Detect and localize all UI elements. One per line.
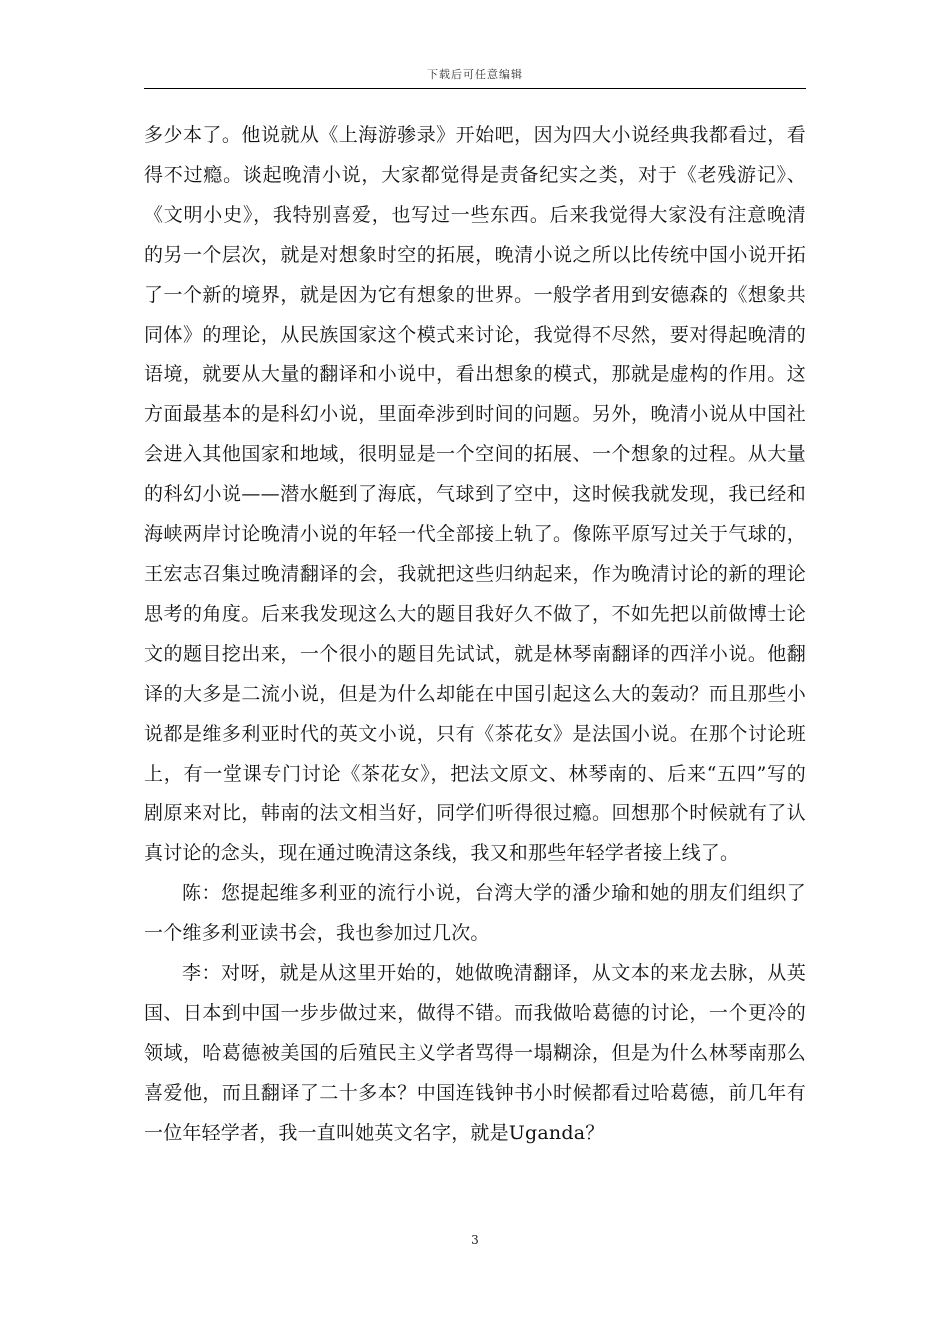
page-header: 下载后可任意编辑 <box>427 68 523 81</box>
paragraph-1: 多少本了。他说就从《上海游骖录》开始吧，因为四大小说经典我都看过，看得不过瘾。谈起晚清小说，大家都觉得是责备纪实之类，对于《老残游记》、《文明小史》，我特别喜爱，也写过一些东西。后来我觉得大家没有注意晚清的另一个层次，就是对想象时空的拓展，晚清小说之所以比传统中国小说开拓了一个新的境界，就是因为它有想象的世界。一般学者用到安德森的《想象共同体》的理论，从民族国家这个模式来讨论，我觉得不尽然，要对得起晚清的语境，就要从大量的翻译和小说中，看出想象的模式，那就是虚构的作用。这方面最基本的是科幻小说，里面牵涉到时间的问题。另外，晚清小说从中国社会进入其他国家和地域，很明显是一个空间的拓展、一个想象的过程。从大量的科幻小说——潜水艇到了海底，气球到了空中，这时候我就发现，我已经和海峡两岸讨论晚清小说的年轻一代全部接上轨了。像陈平原写过关于气球的，王宏志召集过晚清翻译的会，我就把这些归纳起来，作为晚清讨论的新的理论思考的角度。后来我发现这么大的题目我好久不做了，不如先把以前做博士论文的题目挖出来，一个很小的题目先试试，就是林琴南翻译的西洋小说。他翻译的大多是二流小说，但是为什么却能在中国引起这么大的轰动？而且那些小说都是维多利亚时代的英文小说，只有《茶花女》是法国小说。在那个讨论班上，有一堂课专门讨论《茶花女》，把法文原文、林琴南的、后来“五四”写的剧原来对比，韩南的法文相当好，同学们听得很过瘾。回想那个时候就有了认真讨论的念头，现在通过晚清这条线，我又和那些年轻学者接上线了。 <box>144 124 806 865</box>
page-number: 3 <box>471 1233 479 1247</box>
header-divider <box>144 88 806 89</box>
document-body <box>144 116 806 1154</box>
paragraph-2: 陈：您提起维多利亚的流行小说，台湾大学的潘少瑜和她的朋友们组织了一个维多利亚读书会，我也参加过几次。 <box>144 882 806 945</box>
paragraph-3: 李：对呀，就是从这里开始的，她做晚清翻译，从文本的来龙去脉，从英国、日本到中国一步步做过来，做得不错。而我做哈葛德的讨论，一个更冷的领域，哈葛德被美国的后殖民主义学者骂得一塌糊涂，但是为什么林琴南那么喜爱他，而且翻译了二十多本？中国连钱钟书小时候都看过哈葛德，前几年有一位年轻学者，我一直叫她英文名字，就是Uganda？ <box>144 962 806 1144</box>
